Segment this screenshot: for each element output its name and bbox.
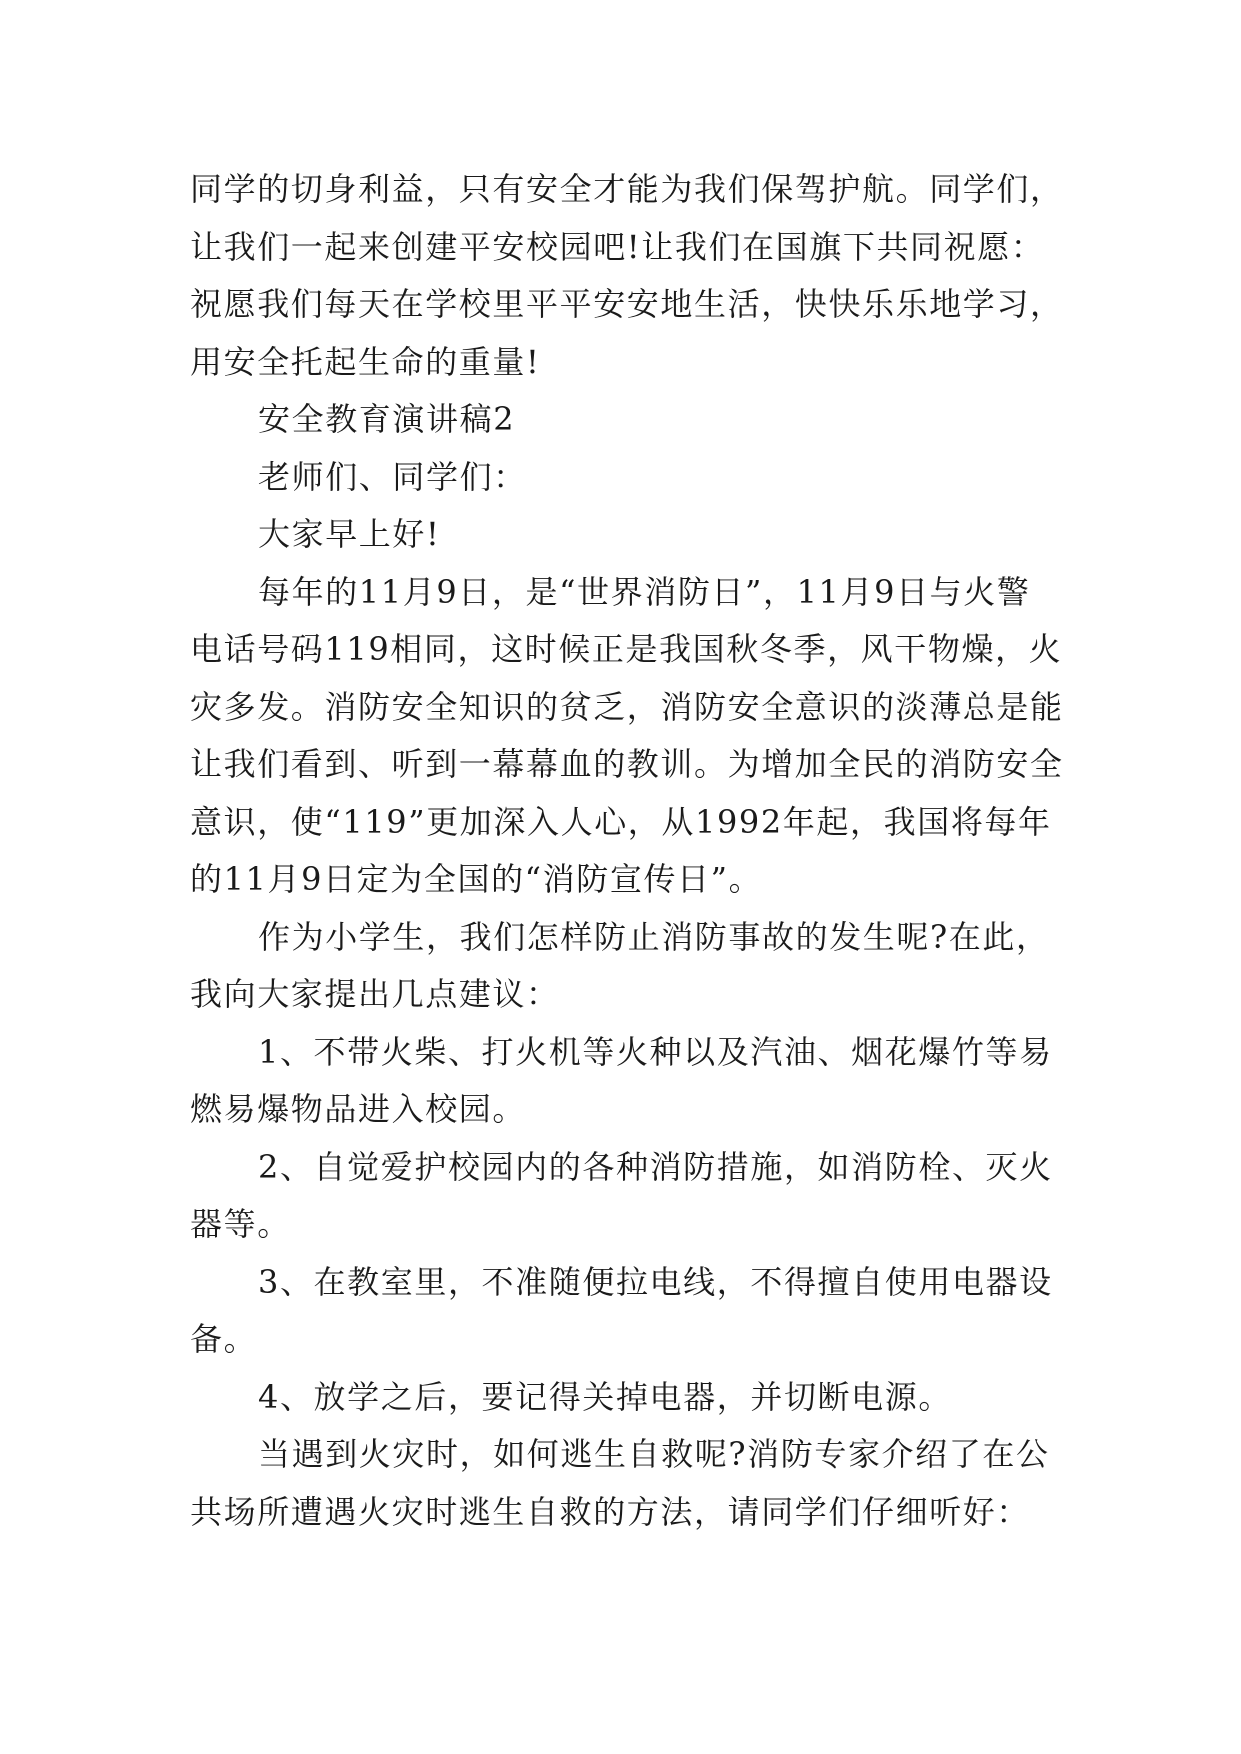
list-item: 3、在教室里，不准随便拉电线，不得擅自使用电器设 xyxy=(258,1262,1053,1301)
list-item-continuation: 燃易爆物品进入校园。 xyxy=(190,1090,527,1128)
text-line: 灾多发。消防安全知识的贫乏，消防安全意识的淡薄总是能 xyxy=(190,687,1064,726)
document-body xyxy=(190,161,1070,1541)
text-line: 的11月9日定为全国的“消防宣传日”。 xyxy=(190,860,763,898)
text-line: 意识，使“119”更加深入人心，从1992年起，我国将每年 xyxy=(190,802,1052,841)
text-line: 让我们一起来创建平安校园吧!让我们在国旗下共同祝愿： xyxy=(190,227,1045,266)
text-line: 共场所遭遇火灾时逃生自救的方法，请同学们仔细听好： xyxy=(190,1492,1031,1531)
greeting: 大家早上好! xyxy=(258,515,441,553)
text-line: 每年的11月9日，是“世界消防日”，11月9日与火警 xyxy=(258,572,1031,611)
list-item-continuation: 备。 xyxy=(190,1320,258,1358)
text-line: 用安全托起生命的重量! xyxy=(190,342,541,381)
text-line: 让我们看到、听到一幕幕血的教训。为增加全民的消防安全 xyxy=(190,745,1064,783)
text-line: 我向大家提出几点建议： xyxy=(190,975,560,1013)
salutation: 老师们、同学们： xyxy=(258,457,527,496)
list-item: 4、放学之后，要记得关掉电器，并切断电源。 xyxy=(258,1377,952,1416)
text-line: 同学的切身利益，只有安全才能为我们保驾护航。同学们， xyxy=(190,170,1064,208)
list-item-continuation: 器等。 xyxy=(190,1205,291,1243)
list-item: 1、不带火柴、打火机等火种以及汽油、烟花爆竹等易 xyxy=(258,1032,1053,1071)
section-title: 安全教育演讲稿2 xyxy=(258,400,516,438)
list-item: 2、自觉爱护校园内的各种消防措施，如消防栓、灭火 xyxy=(258,1147,1053,1186)
text-line: 电话号码119相同，这时候正是我国秋冬季，风干物燥，火 xyxy=(190,630,1063,668)
text-line: 作为小学生，我们怎样防止消防事故的发生呢?在此， xyxy=(258,917,1050,956)
text-line: 当遇到火灾时，如何逃生自救呢?消防专家介绍了在公 xyxy=(258,1435,1050,1473)
text-line: 祝愿我们每天在学校里平平安安地生活，快快乐乐地学习， xyxy=(190,285,1064,323)
